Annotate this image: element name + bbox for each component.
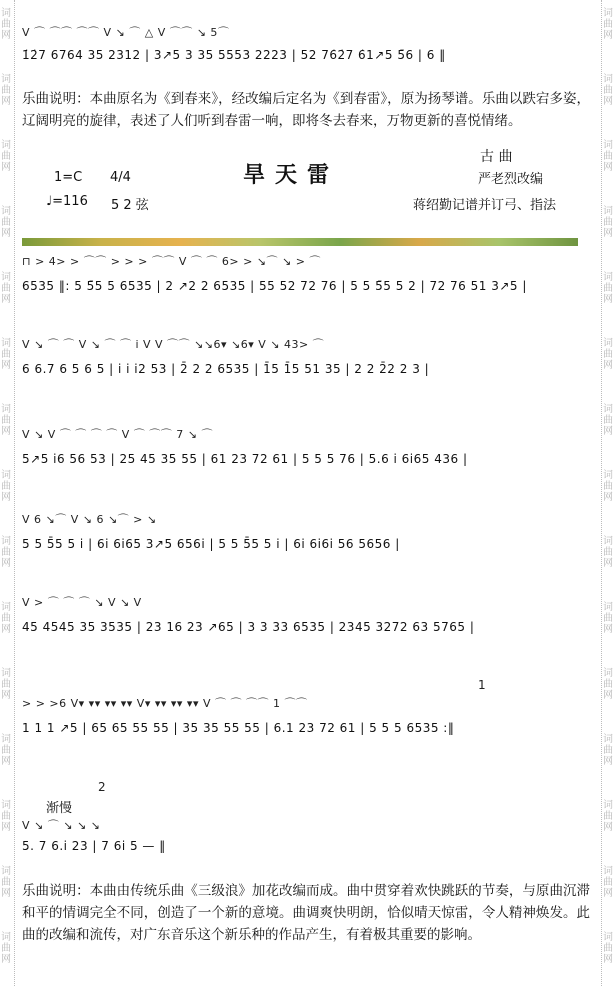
- notation-credit: 蒋绍勤记谱并订弓、指法: [413, 198, 557, 213]
- watermark-text: 词 曲 网: [1, 404, 11, 437]
- watermark-column-right: [601, 0, 616, 986]
- watermark-text: 词 曲 网: [603, 602, 613, 635]
- watermark-text: 词 曲 网: [603, 404, 613, 437]
- notation-text: 1 1 1 ↗5 | 65 65 55 55 | 35 35 55 55 | 6.1 23 72 61 | 5 5 5 6535 :‖: [22, 721, 455, 735]
- bow-mark: V ↘ ⌒ ↘ ↘ ↘: [22, 819, 101, 832]
- watermark-text: 词 曲 网: [603, 338, 613, 371]
- time-signature: 4/4: [110, 170, 131, 185]
- watermark-text: 词 曲 网: [603, 932, 613, 965]
- watermark-text: 词 曲 网: [1, 272, 11, 305]
- watermark-text: 词 曲 网: [603, 800, 613, 833]
- watermark-text: 词 曲 网: [1, 536, 11, 569]
- watermark-text: 词 曲 网: [603, 734, 613, 767]
- bow-mark: V ↘ ⌒ ⌒ V ↘ ⌒ ⌒ i V V ⌒⌒ ↘↘6▾ ↘6▾ V ↘ 43> ⌒: [22, 338, 325, 351]
- key-signature: 1=C: [54, 170, 83, 185]
- tempo-change-label: 渐慢: [46, 801, 73, 816]
- watermark-text: 词 曲 网: [1, 668, 11, 701]
- arranger-label: 严老烈改编: [478, 172, 544, 187]
- watermark-text: 词 曲 网: [1, 140, 11, 173]
- watermark-text: 词 曲 网: [1, 932, 11, 965]
- bow-mark: V > ⌒ ⌒ ⌒ ↘ V ↘ V: [22, 596, 142, 609]
- watermark-text: 词 曲 网: [603, 8, 613, 41]
- watermark-text: 词 曲 网: [603, 470, 613, 503]
- notation-text: 5 5 5̄5 5 i | 6i 6i65 3↗5 656i | 5 5 5̄5 5 i | 6i 6i6i 56 5656 |: [22, 537, 400, 551]
- notation-text: 6 6.7 6 5 6 5 | i i i2 53 | 2̄ 2 2 6535 | 1̄5 1̄5 51 35 | 2 2 2̄2 2 3 |: [22, 362, 430, 376]
- watermark-text: 词 曲 网: [1, 74, 11, 107]
- bow-mark: V ↘ V ⌒ ⌒ ⌒ ⌒ V ⌒ ⌒⌒ 7 ↘ ⌒: [22, 428, 213, 441]
- watermark-text: 词 曲 网: [1, 734, 11, 767]
- volta-first: 1: [478, 678, 486, 692]
- notation-text: 1̇2̇7 6764 35 2312 | 3↗5 3 35 5553 2223 | 52 76̇2̇7 6̇1↗5 5̄6 | 6 ‖: [22, 48, 446, 62]
- watermark-column-left: [0, 0, 15, 986]
- watermark-text: 词 曲 网: [1, 206, 11, 239]
- watermark-text: 词 曲 网: [1, 602, 11, 635]
- source-label: 古 曲: [480, 149, 513, 165]
- notation-text: 6535 ‖: 5 5̄5 5 6535 | 2 ↗2 2 6535 | 55 52 72 76 | 5 5 5̄5 5 2 | 72 76 51 3↗5 |: [22, 279, 527, 293]
- watermark-text: 词 曲 网: [603, 140, 613, 173]
- watermark-text: 词 曲 网: [603, 536, 613, 569]
- bow-mark: V ⌒ ⌒⌒ ⌒⌒ V ↘ ⌒ △ V ⌒⌒ ↘ 5⌒: [22, 26, 230, 39]
- bow-mark: V 6 ↘⌒ V ↘ 6 ↘⌒ > ↘: [22, 513, 157, 526]
- notation-text: 45 4545 35 3535 | 23 16 23 ↗65 | 3 3 33 6535 | 2345 3272 63 5765 |: [22, 620, 475, 634]
- intro-description: 乐曲说明：本曲原名为《到春来》，经改编后定名为《到春雷》，原为扬琴谱。乐曲以跌宕多姿，辽阔明亮的旋律，表述了人们听到春雷一响，即将冬去春来，万物更新的喜悦情绪。: [22, 91, 590, 129]
- volta-second: 2: [98, 780, 106, 794]
- notation-text: 5. 7 6.i 23 | 7 6i 5 — ‖: [22, 839, 166, 853]
- string-tuning: 5 2 弦: [111, 198, 149, 213]
- watermark-text: 词 曲 网: [1, 470, 11, 503]
- bow-mark: ⊓ > 4> > ⌒⌒ > > > ⌒⌒ V ⌒ ⌒ 6> > ↘⌒ ↘ > ⌒: [22, 255, 321, 268]
- watermark-text: 词 曲 网: [603, 668, 613, 701]
- page-title: 旱天雷: [243, 162, 340, 188]
- watermark-text: 词 曲 网: [603, 272, 613, 305]
- watermark-text: 词 曲 网: [1, 800, 11, 833]
- bow-mark: > > >6 V▾ ▾▾ ▾▾ ▾▾ V▾ ▾▾ ▾▾ ▾▾ V ⌒ ⌒ ⌒⌒ 1 ⌒⌒: [22, 697, 308, 710]
- watermark-text: 词 曲 网: [603, 206, 613, 239]
- watermark-text: 词 曲 网: [603, 74, 613, 107]
- tempo-marking: ♩=116: [46, 194, 88, 209]
- notation-text: 5↗5 i6 56 53 | 25 45 35 55 | 61 23 72 61 | 5 5 5 76 | 5.6 i 6i65 436 |: [22, 452, 468, 466]
- outro-description: 乐曲说明：本曲由传统乐曲《三级浪》加花改编而成。曲中贯穿着欢快跳跃的节奏，与原曲沉滞和平的情调完全不同，创造了一个新的意境。曲调爽快明朗，恰似晴天惊雷，令人精神焕发。此曲的改编和流传，对广东音乐这个新乐种的作品产生，有着极其重要的影响。: [22, 883, 590, 943]
- watermark-text: 词 曲 网: [1, 866, 11, 899]
- watermark-text: 词 曲 网: [1, 8, 11, 41]
- decorative-band: [22, 238, 578, 246]
- watermark-text: 词 曲 网: [603, 866, 613, 899]
- watermark-text: 词 曲 网: [1, 338, 11, 371]
